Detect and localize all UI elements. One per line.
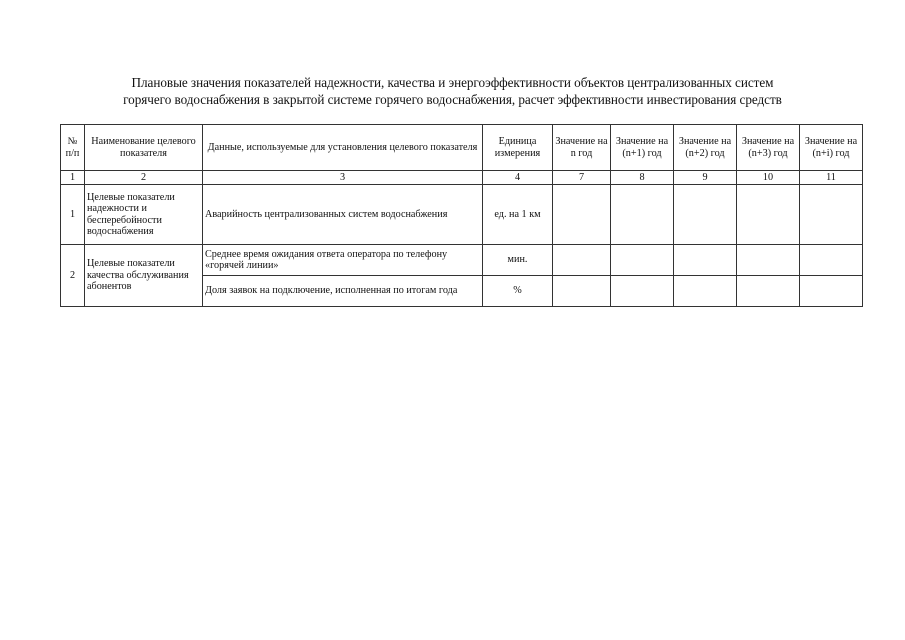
- table-row: [61, 185, 863, 245]
- indicator-data: Среднее время ожидания ответа оператора по телефону «горячей линии»: [203, 245, 483, 276]
- value-cell: [800, 276, 863, 307]
- column-number: 1: [61, 171, 85, 185]
- header-year-n2: Значение на (n+2) год: [674, 125, 737, 171]
- value-cell: [737, 276, 800, 307]
- indicator-unit: мин.: [483, 245, 553, 276]
- indicators-table: [60, 124, 863, 307]
- header-year-n: Значение на n год: [553, 125, 611, 171]
- header-unit: Единица измерения: [483, 125, 553, 171]
- value-cell: [737, 185, 800, 245]
- column-number: 10: [737, 171, 800, 185]
- column-number: 7: [553, 171, 611, 185]
- header-year-n3: Значение на (n+3) год: [737, 125, 800, 171]
- column-number: 3: [203, 171, 483, 185]
- header-row: [61, 125, 863, 171]
- column-number-row: [61, 171, 863, 185]
- value-cell: [611, 185, 674, 245]
- column-number: 11: [800, 171, 863, 185]
- indicator-data: Аварийность централизованных систем водоснабжения: [203, 185, 483, 245]
- value-cell: [674, 245, 737, 276]
- column-number: 9: [674, 171, 737, 185]
- value-cell: [611, 245, 674, 276]
- value-cell: [553, 185, 611, 245]
- column-number: 4: [483, 171, 553, 185]
- indicator-data: Доля заявок на подключение, исполненная по итогам года: [203, 276, 483, 307]
- column-number: 2: [85, 171, 203, 185]
- document-title: [40, 74, 865, 108]
- title-line-2: горячего водоснабжения в закрытой системе горячего водоснабжения, расчет эффективности инвестирования средств: [123, 92, 782, 107]
- value-cell: [800, 245, 863, 276]
- title-line-1: Плановые значения показателей надежности, качества и энергоэффективности объектов централизованных систем: [131, 75, 774, 90]
- row-number: 1: [61, 185, 85, 245]
- table-row: [61, 245, 863, 276]
- value-cell: [737, 245, 800, 276]
- row-number: 2: [61, 245, 85, 307]
- value-cell: [553, 276, 611, 307]
- value-cell: [553, 245, 611, 276]
- value-cell: [674, 185, 737, 245]
- value-cell: [800, 185, 863, 245]
- indicator-name: Целевые показатели качества обслуживания абонентов: [85, 245, 203, 307]
- indicator-unit: ед. на 1 км: [483, 185, 553, 245]
- indicator-unit: %: [483, 276, 553, 307]
- column-number: 8: [611, 171, 674, 185]
- header-name: Наименование целевого показателя: [85, 125, 203, 171]
- header-num: № п/п: [61, 125, 85, 171]
- value-cell: [611, 276, 674, 307]
- value-cell: [674, 276, 737, 307]
- header-data: Данные, используемые для установления целевого показателя: [203, 125, 483, 171]
- header-year-n1: Значение на (n+1) год: [611, 125, 674, 171]
- header-year-ni: Значение на (n+i) год: [800, 125, 863, 171]
- indicator-name: Целевые показатели надежности и бесперебойности водоснабжения: [85, 185, 203, 245]
